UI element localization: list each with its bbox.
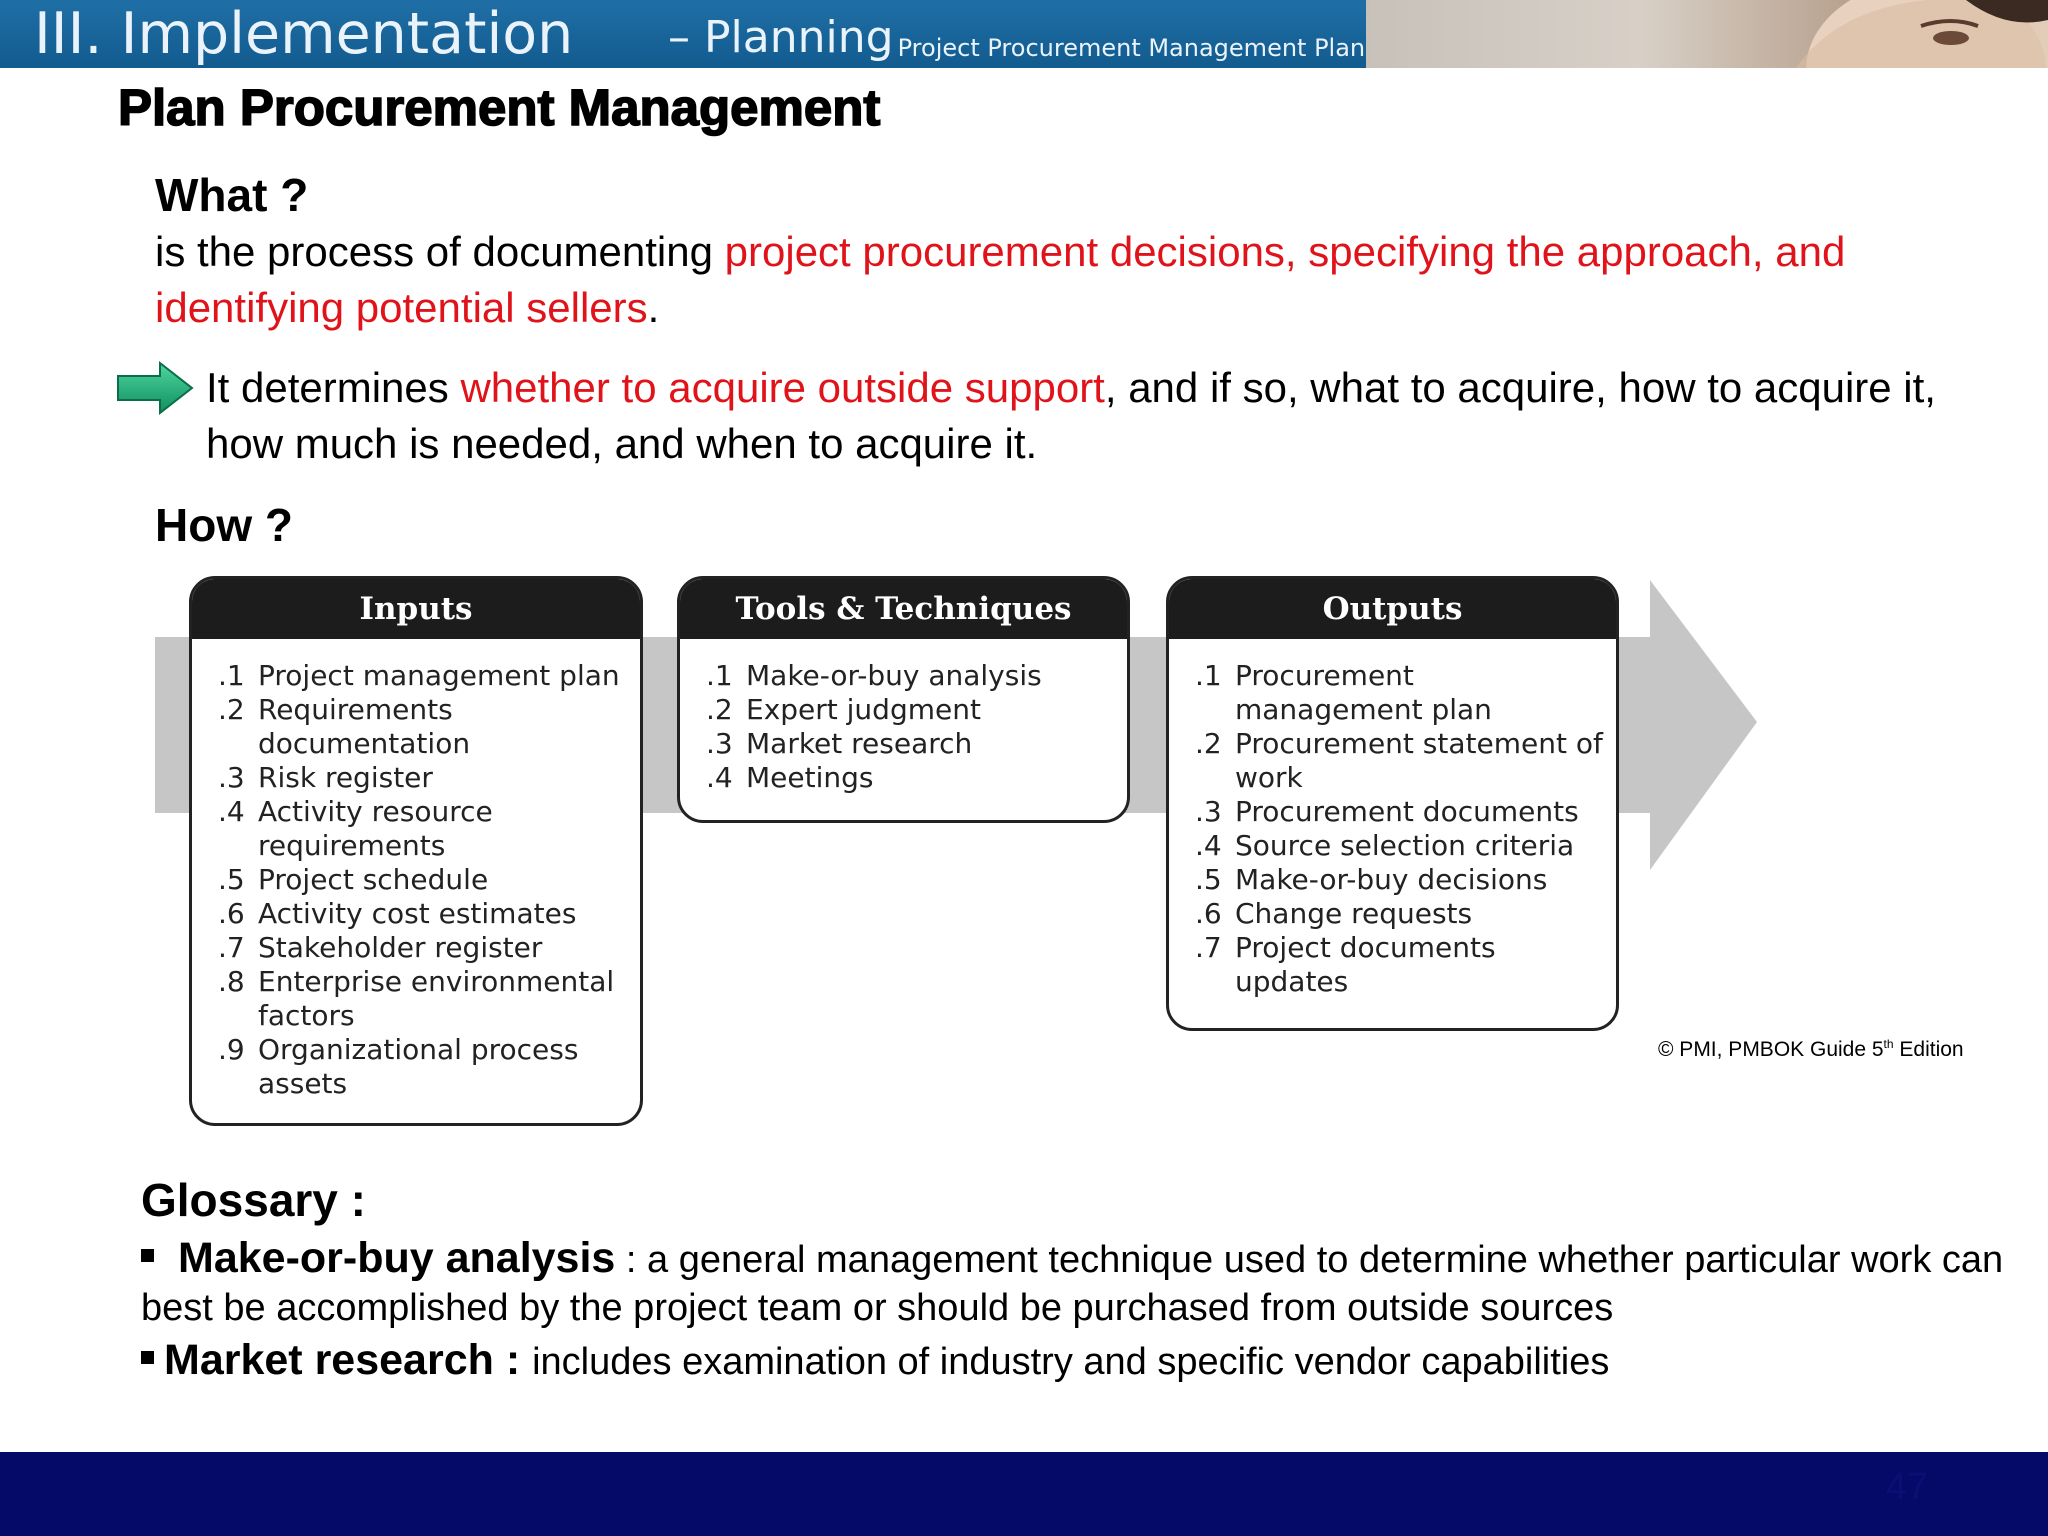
inputs-item (218, 965, 630, 1033)
glossary-definition: includes examination of industry and specific vendor capabilities (532, 1341, 1610, 1383)
glossary-definition: a general management technique used to determine whether particular work can best be accomplished by the project team or should be purchased from outside sources (141, 1239, 2004, 1329)
inputs-item-number: .6 (218, 897, 245, 930)
inputs-item-text: Project management plan (258, 659, 620, 692)
inputs-item (218, 863, 630, 897)
what-text: is the process of documenting (155, 228, 725, 275)
inputs-item-text: Enterprise environmental factors (258, 965, 615, 1032)
outputs-item (1195, 795, 1606, 829)
inputs-item (218, 761, 630, 795)
inputs-item-text: Risk register (258, 761, 433, 794)
inputs-box (189, 576, 643, 1126)
glossary-separator: : (493, 1336, 533, 1384)
page-number: 47 (1885, 1466, 1928, 1508)
outputs-item-number: .3 (1195, 795, 1222, 828)
inputs-item-number: .3 (218, 761, 245, 794)
credit-sup: th (1883, 1037, 1894, 1051)
what-heading: What ? (155, 169, 309, 221)
header-section: III. Implementation (34, 1, 574, 67)
tools-item-text: Expert judgment (746, 693, 981, 726)
inputs-list (192, 639, 640, 1101)
credit-prefix: © PMI, PMBOK Guide 5 (1658, 1038, 1884, 1061)
outputs-item-number: .5 (1195, 863, 1222, 896)
glossary-term: Make-or-buy analysis (178, 1234, 616, 1282)
tools-item-number: .2 (706, 693, 733, 726)
outputs-item-text: Make-or-buy decisions (1235, 863, 1548, 896)
outputs-item (1195, 897, 1606, 931)
tools-item-text: Make-or-buy analysis (746, 659, 1042, 692)
outputs-item-number: .4 (1195, 829, 1222, 862)
inputs-item-text: Project schedule (258, 863, 489, 896)
tools-box (677, 576, 1130, 823)
glossary-separator: : (615, 1239, 648, 1281)
tools-item (706, 693, 1117, 727)
outputs-item-text: Procurement management plan (1235, 659, 1492, 726)
outputs-box (1166, 576, 1619, 1031)
outputs-item-text: Project documents updates (1235, 931, 1496, 998)
tools-item (706, 761, 1117, 795)
outputs-item-text: Source selection criteria (1235, 829, 1575, 862)
determines-highlight: whether to acquire outside support (460, 364, 1105, 411)
tools-list (680, 639, 1127, 795)
inputs-item-number: .5 (218, 863, 245, 896)
what-highlight: project procurement decisions, specifying the approach, and identifying potential sellers (155, 228, 1846, 331)
tools-item-text: Meetings (746, 761, 874, 794)
inputs-item-number: .2 (218, 693, 245, 726)
inputs-item-number: .4 (218, 795, 245, 828)
outputs-item (1195, 931, 1606, 999)
outputs-item-text: Procurement documents (1235, 795, 1579, 828)
outputs-item-number: .2 (1195, 727, 1222, 760)
glossary-term: Market research (164, 1336, 494, 1384)
outputs-item-number: .1 (1195, 659, 1222, 692)
tools-item (706, 659, 1117, 693)
inputs-header: Inputs (192, 579, 640, 639)
inputs-item-text: Organizational process assets (258, 1033, 579, 1100)
glossary-item (141, 1234, 2021, 1332)
credit-suffix: Edition (1893, 1038, 1964, 1061)
inputs-item-text: Activity cost estimates (258, 897, 577, 930)
inputs-item-text: Stakeholder register (258, 931, 543, 964)
tools-header: Tools & Techniques (680, 579, 1127, 639)
outputs-item (1195, 829, 1606, 863)
bullet-icon (141, 1249, 154, 1262)
outputs-item-text: Change requests (1235, 897, 1473, 930)
tools-item-number: .3 (706, 727, 733, 760)
what-text-end: . (647, 284, 660, 331)
inputs-item (218, 693, 630, 761)
inputs-item (218, 659, 630, 693)
tools-item-text: Market research (746, 727, 973, 760)
outputs-item-number: .7 (1195, 931, 1222, 964)
inputs-item (218, 897, 630, 931)
inputs-item-number: .9 (218, 1033, 245, 1066)
inputs-item-number: .1 (218, 659, 245, 692)
determines-start: It determines (206, 364, 461, 411)
inputs-item (218, 1033, 630, 1101)
inputs-item-number: .7 (218, 931, 245, 964)
inputs-item-text: Activity resource requirements (258, 795, 493, 862)
outputs-list (1169, 639, 1616, 999)
tools-item (706, 727, 1117, 761)
glossary-item (141, 1336, 2021, 1386)
slide-title: Plan Procurement Management (118, 79, 881, 136)
outputs-header: Outputs (1169, 579, 1616, 639)
inputs-item (218, 931, 630, 965)
inputs-item-number: .8 (218, 965, 245, 998)
outputs-item (1195, 863, 1606, 897)
tools-item-number: .1 (706, 659, 733, 692)
slide-footer (0, 1452, 2048, 1536)
how-heading: How ? (155, 499, 293, 551)
inputs-item (218, 795, 630, 863)
copyright-credit (1658, 1037, 1964, 1062)
header-subsection: – Planning (668, 12, 894, 63)
outputs-item (1195, 659, 1606, 727)
outputs-item-number: .6 (1195, 897, 1222, 930)
tools-item-number: .4 (706, 761, 733, 794)
inputs-item-text: Requirements documentation (258, 693, 471, 760)
header-topic: – Project Procurement Management Plan (878, 34, 1366, 62)
glossary-heading: Glossary : (141, 1174, 366, 1226)
outputs-item (1195, 727, 1606, 795)
bullet-icon (141, 1351, 154, 1364)
outputs-item-text: Procurement statement of work (1235, 727, 1603, 794)
determines-end: , and if so, what to acquire, how to acquire it, how much is needed, and when to acquire it. (206, 364, 1936, 467)
